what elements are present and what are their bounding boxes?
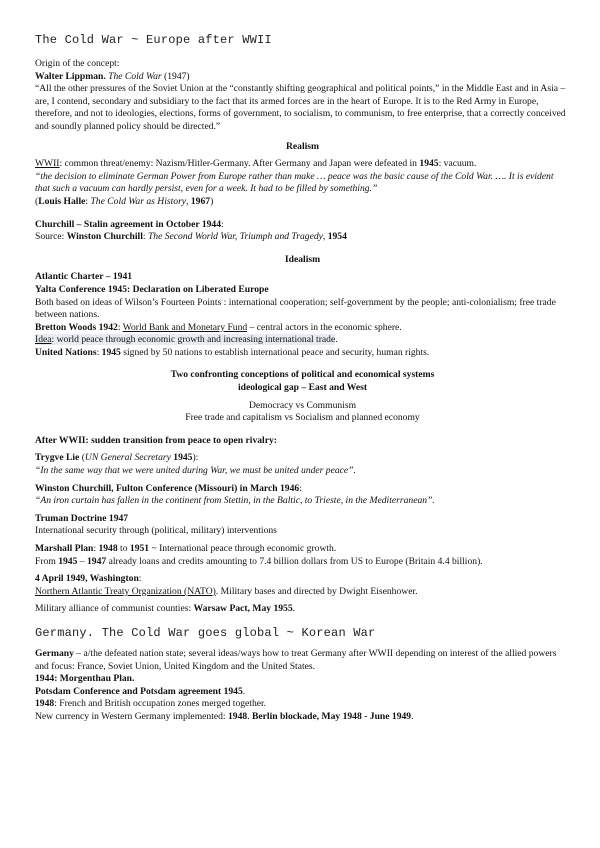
trygve-line <box>35 452 570 465</box>
trygve-close: ): <box>192 452 199 464</box>
origin-citation <box>35 71 570 84</box>
section-title-germany: Germany. The Cold War goes global ~ Korean War <box>35 625 376 640</box>
idea-line <box>35 334 570 347</box>
marshall-label: Marshall Plan <box>35 543 94 554</box>
conceptions-line-2: Free trade and capitalism vs Socialism and planned economy <box>185 412 420 424</box>
realism-line-year: 1945 <box>419 158 439 170</box>
origin-book: The Cold War <box>108 70 162 82</box>
from-year-2: 1947 <box>86 555 107 567</box>
germany-intro <box>35 648 570 673</box>
from-dash: – <box>77 555 87 567</box>
trygve-quote: “In the same way that we were united during War, we must be united under peace”. <box>35 465 356 477</box>
realism-citation <box>35 196 570 209</box>
zones-line <box>35 698 570 711</box>
currency-line <box>35 711 570 724</box>
from-year-1: 1945 <box>58 555 78 567</box>
april-heading: 4 April 1949, Washington <box>35 573 139 585</box>
source-year: 1954 <box>327 231 347 243</box>
germany-label: Germany <box>35 647 74 659</box>
realism-line-text-a: : common threat/enemy: Nazism/Hitler-Germany. After Germany and Japan were defeated in <box>59 158 420 170</box>
from-rest: already loans and credits amounting to 7.4 billion dollars from US to Europe (Britain 4.4 billion). <box>106 555 483 567</box>
marshall-to: to <box>117 543 130 554</box>
from-label: From <box>35 555 59 567</box>
realism-wwii-label: WWII <box>35 158 60 170</box>
potsdam-heading: Potsdam Conference and Potsdam agreement 1945 <box>35 685 243 697</box>
churchill-fulton-colon: : <box>299 482 302 494</box>
alliance-text: Military alliance of communist counties: <box>35 603 194 615</box>
un-rest: signed by 50 nations to establish international peace and security, human rights. <box>120 346 430 358</box>
churchill-stalin-title: Churchill – Stalin agreement in October 1944 <box>35 218 222 230</box>
conceptions-heading-2: ideological gap – East and West <box>237 382 368 394</box>
churchill-fulton-heading: Winston Churchill, Fulton Conference (Missouri) in March 1946 <box>35 482 300 494</box>
source-author: Winston Churchill <box>66 231 143 243</box>
churchill-stalin-colon: : <box>221 218 224 230</box>
cite-year: 1967 <box>190 195 211 207</box>
marshall-rest: ~ International peace through economic growth. <box>149 543 337 554</box>
source-label: Source: <box>35 231 67 243</box>
bretton-rest: – central actors in the economic sphere. <box>247 321 402 333</box>
morgenthau-plan: 1944: Morgenthau Plan. <box>35 673 135 685</box>
cite-author: Louis Halle <box>38 195 86 207</box>
world-bank-link[interactable]: World Bank and Monetary Fund <box>122 321 248 333</box>
origin-author: Walter Lippman. <box>35 70 106 82</box>
berlin-blockade: Berlin blockade, May 1948 - June 1949 <box>251 710 412 722</box>
iron-curtain-quote: “An iron curtain has fallen in the continent from Stettin, in the Baltic, to Trieste, in the Mediterranean”. <box>35 495 435 507</box>
currency-text: New currency in Western Germany implemented: <box>35 710 228 722</box>
warsaw-pact-line <box>35 603 570 616</box>
marshall-year-1: 1948 <box>98 543 118 554</box>
cite-book: The Cold War as History <box>90 195 187 207</box>
atlantic-charter: Atlantic Charter – 1941 <box>35 271 133 283</box>
idea-rest: : world peace through economic growth and increasing international trade <box>51 334 336 346</box>
marshall-plan-line <box>35 543 570 556</box>
germany-intro-text: – a/the defeated nation state; several ideas/ways how to treat Germany after WWII depending on interest of the allied powers and focus: France, Soviet Union, United Kingdom and the United States. <box>35 647 557 672</box>
nato-line <box>35 586 570 599</box>
trygve-role: UN General Secretary <box>84 452 171 464</box>
bretton-sep: : <box>117 321 123 333</box>
churchill-source <box>35 231 570 244</box>
conceptions-line-1: Democracy vs Communism <box>248 399 357 411</box>
realism-line-text-b: : vacuum. <box>438 158 477 170</box>
potsdam-dot: . <box>242 685 246 697</box>
alliance-dot: . <box>292 603 296 615</box>
loans-line <box>35 556 570 569</box>
churchill-fulton-line <box>35 483 570 496</box>
origin-quote: “All the other pressures of the Soviet Union at the “constantly shifting geographical and political points,” in the Middle East and in Asia – are, I contend, secondary and subsidiary to the fact that its armed forces are in the heart of Europe. It is to the Red Army in Europe, therefore, and not to ideologies, elections, forms of government, to socialism, to communism, to free enterprise, that a correctly conceived and soundly planned policy should be directed.” <box>35 83 566 132</box>
idea-label: Idea <box>35 334 52 346</box>
nato-link[interactable]: Northern Atlantic Treaty Organization (NATO) <box>35 585 216 597</box>
un-label: United Nations <box>35 346 97 358</box>
churchill-stalin-heading <box>35 219 570 232</box>
realism-quote: “the decision to eliminate German Power from Europe rather than make … peace was the basic cause of the Cold War. …. It is evident that such a vacuum can hardly persist, even for a week. It had to be filled by something.” <box>35 170 554 195</box>
document-content <box>35 33 570 724</box>
cite-sep: : <box>85 195 91 207</box>
cite-close: ) <box>210 195 214 207</box>
blockade-dot: . <box>411 710 414 722</box>
currency-dot: . <box>247 710 252 722</box>
idea-highlight <box>35 334 338 346</box>
idea-dot: . <box>335 334 338 346</box>
zones-text: : French and British occupation zones merged together. <box>54 698 267 710</box>
nato-rest: . Military bases and directed by Dwight Eisenhower. <box>215 585 418 597</box>
conceptions-heading-1: Two confronting conceptions of political and economical systems <box>170 369 435 381</box>
realism-heading: Realism <box>285 140 320 152</box>
trygve-name: Trygve Lie <box>35 452 80 464</box>
potsdam-line <box>35 686 570 699</box>
zones-year: 1948 <box>35 698 55 710</box>
wilson-points: Both based on ideas of Wilson’s Fourteen Points : international cooperation; self-government by the people; anti-colonialism; free trade between nations. <box>35 296 556 321</box>
un-year: 1945 <box>101 346 121 358</box>
rivalry-heading: After WWII: sudden transition from peace to open rivalry: <box>35 434 277 446</box>
source-book: The Second World War, Triumph and Tragedy <box>147 231 323 243</box>
warsaw-pact: Warsaw Pact, May 1955 <box>193 603 293 615</box>
truman-doctrine-text: International security through (political, military) interventions <box>35 525 277 537</box>
marshall-year-2: 1951 <box>129 543 150 554</box>
truman-doctrine-heading: Truman Doctrine 1947 <box>35 512 129 524</box>
source-sep: : <box>142 231 148 243</box>
april-colon: : <box>138 573 142 585</box>
bretton-woods-line <box>35 322 570 335</box>
origin-year: (1947) <box>164 70 190 82</box>
cite-open: ( <box>35 195 39 207</box>
april-1949-line <box>35 573 570 586</box>
section-title-cold-war-europe: The Cold War ~ Europe after WWII <box>35 33 272 47</box>
marshall-sep: : <box>93 543 99 554</box>
un-sep: : <box>96 346 102 358</box>
idealism-heading: Idealism <box>284 253 321 265</box>
currency-year: 1948 <box>228 710 248 722</box>
trygve-year: 1945 <box>170 452 193 464</box>
origin-label: Origin of the concept: <box>35 58 120 69</box>
trygve-open: ( <box>79 452 85 464</box>
realism-wwii-line <box>35 158 570 171</box>
yalta-conference: Yalta Conference 1945: Declaration on Liberated Europe <box>35 283 269 295</box>
cite-comma: , <box>186 195 191 207</box>
united-nations-line <box>35 347 570 360</box>
source-comma: , <box>322 231 328 243</box>
bretton-woods-label: Bretton Woods 1942 <box>35 321 118 333</box>
